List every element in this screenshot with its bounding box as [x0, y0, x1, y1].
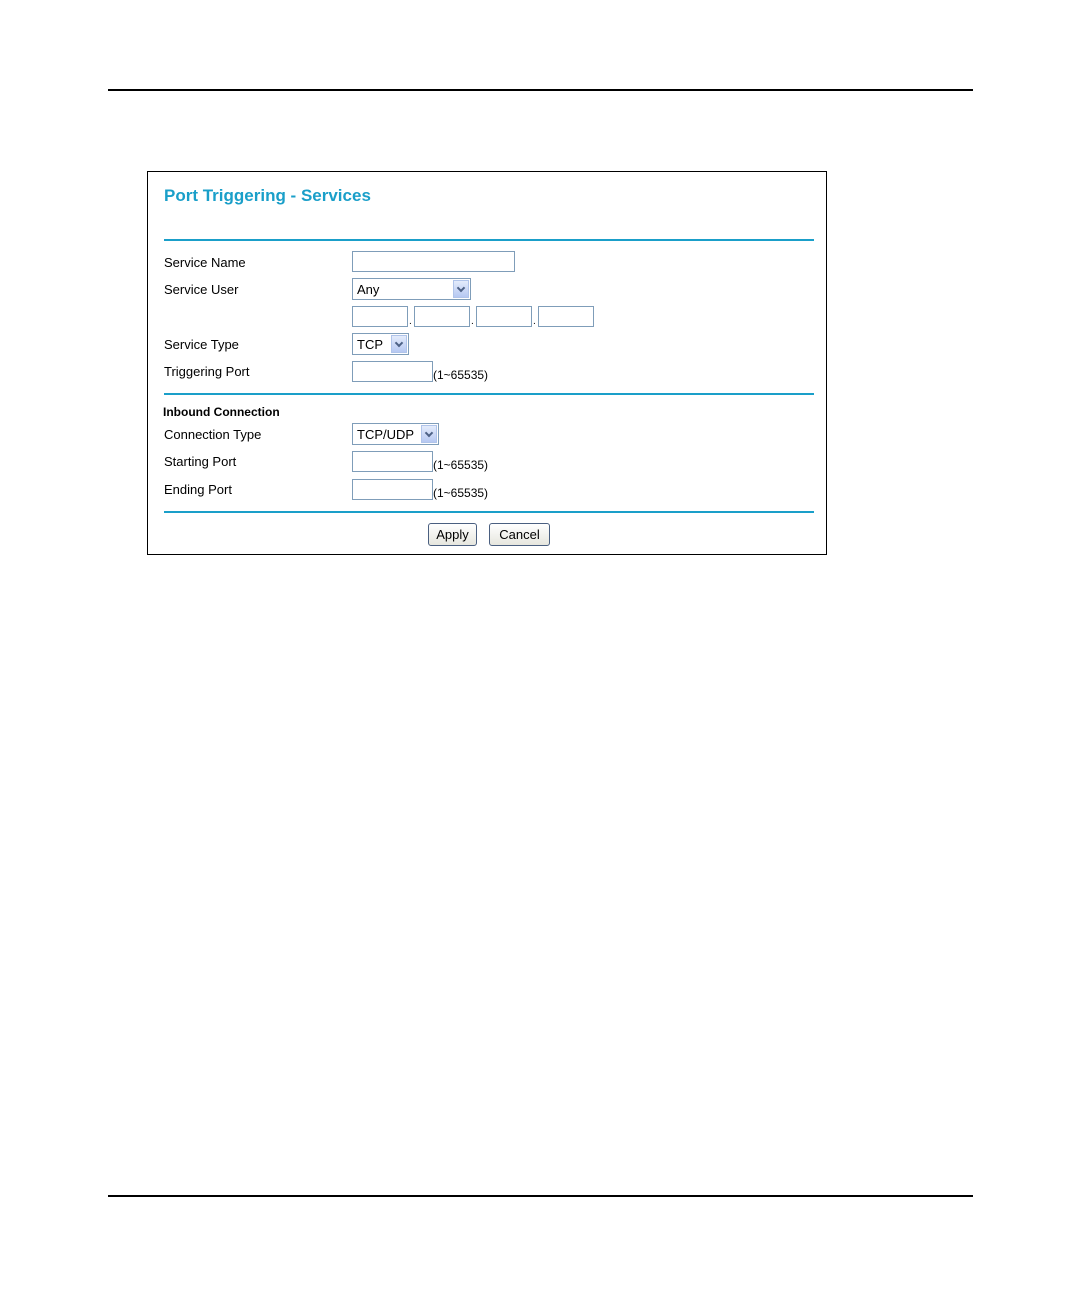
service-name-input[interactable]	[352, 251, 515, 272]
ending-port-hint: (1~65535)	[433, 486, 489, 500]
page-title: Port Triggering - Services	[164, 186, 371, 205]
ip-separator: .	[409, 316, 412, 327]
starting-port-hint: (1~65535)	[433, 458, 489, 472]
ip-separator: .	[533, 316, 536, 327]
service-type-label: Service Type	[164, 337, 239, 352]
service-user-value: Any	[357, 282, 380, 297]
chevron-down-icon[interactable]	[421, 425, 437, 443]
ip-octet-1-input[interactable]	[352, 306, 408, 327]
starting-port-label: Starting Port	[164, 454, 237, 469]
triggering-port-label: Triggering Port	[164, 364, 250, 379]
buttons-divider	[164, 511, 814, 513]
connection-type-value: TCP/UDP	[357, 427, 415, 442]
ip-separator: .	[471, 316, 474, 327]
cancel-button[interactable]: Cancel	[489, 523, 550, 546]
chevron-down-icon[interactable]	[453, 280, 469, 298]
service-user-label: Service User	[164, 282, 239, 297]
starting-port-input[interactable]	[352, 451, 433, 472]
ip-octet-4-input[interactable]	[538, 306, 594, 327]
service-type-value: TCP	[357, 337, 383, 352]
service-type-select[interactable]	[352, 333, 409, 355]
ending-port-label: Ending Port	[164, 482, 232, 497]
apply-button[interactable]: Apply	[428, 523, 477, 546]
title-divider	[164, 239, 814, 241]
connection-type-select[interactable]	[352, 423, 439, 445]
top-page-rule	[108, 89, 973, 91]
ip-octet-3-input[interactable]	[476, 306, 532, 327]
ending-port-input[interactable]	[352, 479, 433, 500]
inbound-connection-heading: Inbound Connection	[163, 405, 280, 419]
triggering-port-hint: (1~65535)	[433, 368, 489, 382]
service-user-select[interactable]	[352, 278, 471, 300]
inbound-divider	[164, 393, 814, 395]
service-name-label: Service Name	[164, 255, 246, 270]
chevron-down-icon[interactable]	[391, 335, 407, 353]
bottom-page-rule	[108, 1195, 973, 1197]
triggering-port-input[interactable]	[352, 361, 433, 382]
connection-type-label: Connection Type	[164, 427, 262, 442]
ip-octet-2-input[interactable]	[414, 306, 470, 327]
port-triggering-panel	[147, 171, 827, 555]
